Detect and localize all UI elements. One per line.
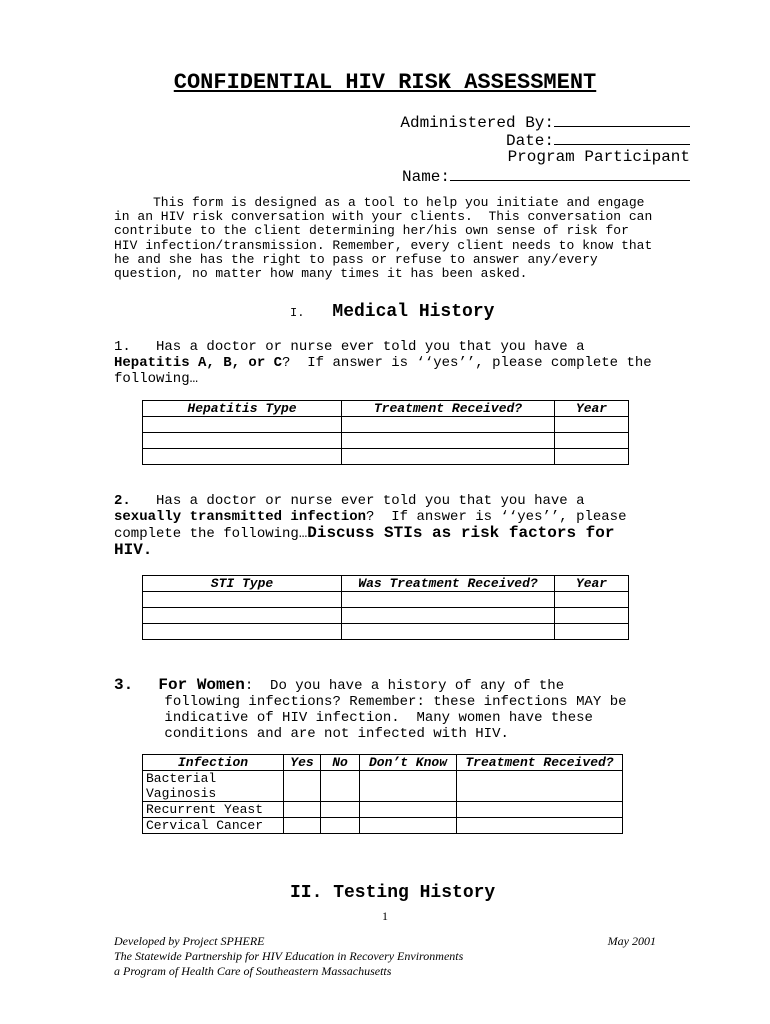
table-row	[143, 802, 623, 818]
question-1	[114, 339, 694, 387]
col-header: Don’t Know	[360, 755, 457, 771]
footer-line3: a Program of Health Care of Southeastern Massachusetts	[114, 964, 392, 978]
col-header: Year	[555, 576, 629, 592]
table-cell[interactable]	[143, 592, 342, 608]
q3-colon: :	[244, 678, 254, 694]
section-title: Medical History	[332, 302, 495, 322]
table-cell[interactable]	[284, 818, 321, 834]
table-cell[interactable]	[555, 449, 629, 465]
row-label: Bacterial Vaginosis	[143, 771, 284, 802]
administered-by-field[interactable]	[554, 112, 690, 127]
footer-date: May 2001	[607, 934, 656, 948]
q2-line1: Has a doctor or nurse ever told you that you have a	[130, 493, 585, 509]
table-cell[interactable]	[555, 417, 629, 433]
q2-line4: HIV.	[114, 541, 153, 559]
table-cell[interactable]	[360, 802, 457, 818]
q3-text1: Do you have a history of any of the	[253, 678, 565, 694]
name-field[interactable]	[450, 166, 690, 181]
name-row	[402, 166, 690, 186]
q3-text4: conditions and are not infected with HIV.	[164, 726, 509, 742]
table-cell[interactable]	[284, 802, 321, 818]
table-cell[interactable]	[555, 608, 629, 624]
page-number: 1	[382, 909, 388, 923]
table-cell[interactable]	[143, 449, 342, 465]
section-testing-history: II. Testing History	[290, 883, 496, 903]
sti-table	[142, 575, 629, 640]
table-cell[interactable]	[457, 818, 623, 834]
q2-line3a: complete the following…	[114, 526, 308, 542]
table-cell[interactable]	[555, 592, 629, 608]
intro-paragraph: This form is designed as a tool to help you initiate and engage in an HIV risk conversation with your clients. This conversation can contribute to the client determining her/his own sense of risk for HIV infection/transmission. Remember, every client needs to know that he and she has the right to pass or refuse to answer any/every question, no matter how many times it has been asked.	[114, 195, 653, 282]
infections-table	[142, 754, 623, 834]
col-header: Was Treatment Received?	[342, 576, 555, 592]
col-header: Yes	[284, 755, 321, 771]
table-cell[interactable]	[143, 417, 342, 433]
table-cell[interactable]	[457, 771, 623, 802]
table-cell[interactable]	[342, 433, 555, 449]
q2-num: 2.	[114, 493, 131, 509]
date-row	[506, 130, 690, 150]
table-cell[interactable]	[342, 449, 555, 465]
table-cell[interactable]	[342, 608, 555, 624]
table-cell[interactable]	[321, 771, 360, 802]
table-cell[interactable]	[342, 417, 555, 433]
table-cell[interactable]	[321, 802, 360, 818]
table-cell[interactable]	[555, 433, 629, 449]
footer-line2: The Statewide Partnership for HIV Education in Recovery Environments	[114, 949, 464, 963]
q2-discuss: Discuss STIs as risk factors for	[307, 524, 615, 542]
table-cell[interactable]	[457, 802, 623, 818]
section-numeral: I.	[290, 306, 305, 320]
q2-bold: sexually transmitted infection	[114, 509, 367, 525]
program-participant-label: Program Participant	[507, 148, 690, 166]
table-cell[interactable]	[143, 608, 342, 624]
table-row	[143, 771, 623, 802]
question-2	[114, 493, 694, 559]
table-cell[interactable]	[143, 624, 342, 640]
col-header: Treatment Received?	[342, 401, 555, 417]
administered-by-row	[400, 112, 690, 132]
col-header: Hepatitis Type	[143, 401, 342, 417]
q1-rest: ? If answer is ‘‘yes’’, please complete the	[282, 355, 652, 371]
q3-text2: following infections? Remember: these infections MAY be	[164, 694, 627, 710]
table-cell[interactable]	[342, 592, 555, 608]
footer-line1: Developed by Project SPHERE	[114, 934, 265, 948]
table-cell[interactable]	[284, 771, 321, 802]
col-header: Infection	[143, 755, 284, 771]
col-header: No	[321, 755, 360, 771]
q1-bold: Hepatitis A, B, or C	[114, 355, 283, 371]
table-cell[interactable]	[360, 818, 457, 834]
q3-num: 3.	[114, 676, 134, 694]
question-3	[114, 677, 694, 742]
table-cell[interactable]	[342, 624, 555, 640]
table-cell[interactable]	[143, 433, 342, 449]
section-medical-history	[290, 302, 494, 322]
q1-line3: following…	[114, 371, 199, 387]
date-field[interactable]	[554, 130, 690, 145]
hepatitis-table	[142, 400, 629, 465]
table-cell[interactable]	[555, 624, 629, 640]
date-label: Date:	[505, 132, 554, 150]
table-row	[143, 818, 623, 834]
row-label: Cervical Cancer	[143, 818, 284, 834]
q3-text3: indicative of HIV infection. Many women have these	[164, 710, 593, 726]
col-header: Year	[555, 401, 629, 417]
program-participant-row	[508, 148, 690, 166]
administered-by-label: Administered By:	[400, 114, 554, 132]
table-cell[interactable]	[321, 818, 360, 834]
col-header: Treatment Received?	[457, 755, 623, 771]
q3-label: For Women	[158, 676, 245, 694]
row-label: Recurrent Yeast	[143, 802, 284, 818]
footer-credits	[114, 934, 463, 979]
name-label: Name:	[401, 168, 450, 186]
q2-rest: ? If answer is ‘‘yes’’, please	[366, 509, 627, 525]
table-cell[interactable]	[360, 771, 457, 802]
form-title: CONFIDENTIAL HIV RISK ASSESSMENT	[173, 70, 597, 95]
col-header: STI Type	[143, 576, 342, 592]
q1-line1: 1. Has a doctor or nurse ever told you that you have a	[114, 339, 585, 355]
